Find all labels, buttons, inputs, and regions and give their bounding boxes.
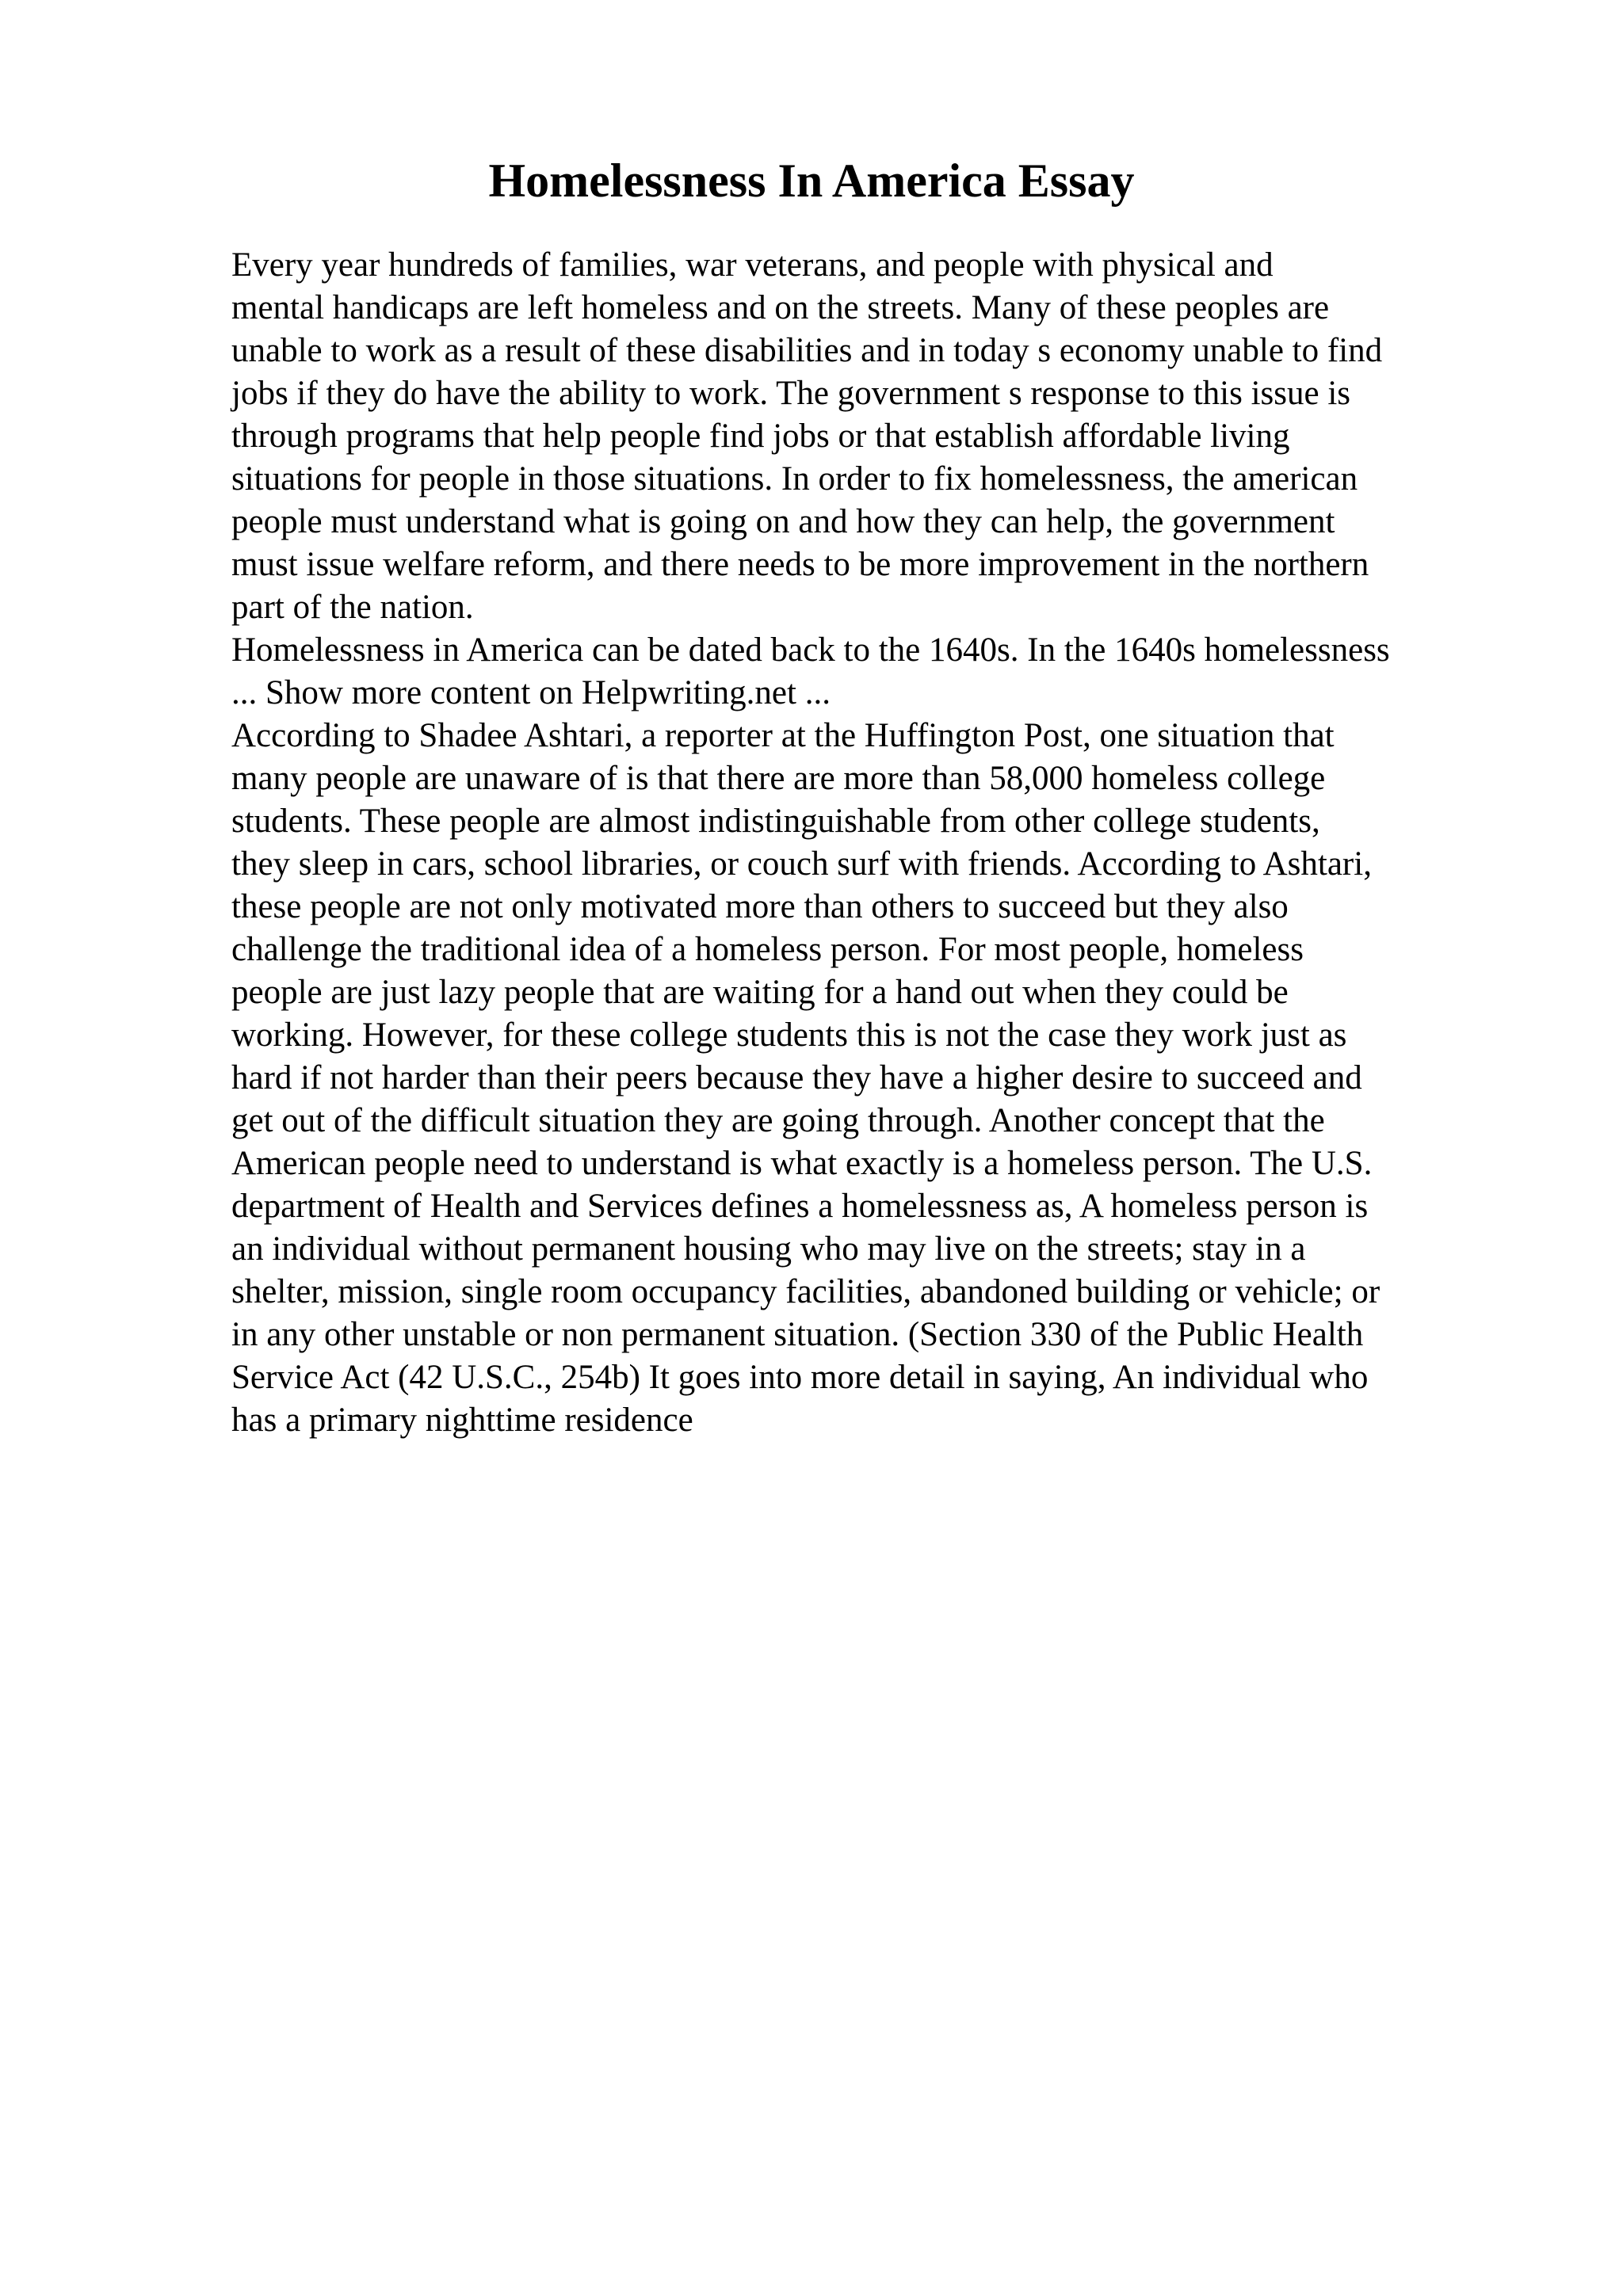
essay-body [231, 244, 1515, 1442]
text-line: part of the nation. [231, 589, 474, 626]
text-line: many people are unaware of is that there are more than 58,000 homeless college [231, 760, 1326, 797]
text-line: hard if not harder than their peers because they have a higher desire to succeed and [231, 1059, 1362, 1097]
text-line: in any other unstable or non permanent situation. (Section 330 of the Public Health [231, 1316, 1364, 1353]
text-line: jobs if they do have the ability to work. The government s response to this issue is [231, 375, 1351, 412]
text-line: working. However, for these college students this is not the case they work just as [231, 1016, 1347, 1054]
text-line: these people are not only motivated more than others to succeed but they also [231, 888, 1289, 925]
text-line: department of Health and Services defines a homelessness as, A homeless person is [231, 1188, 1369, 1225]
text-line: people must understand what is going on and how they can help, the government [231, 503, 1335, 540]
text-line: unable to work as a result of these disabilities and in today s economy unable to find [231, 332, 1383, 369]
text-line: Service Act (42 U.S.C., 254b) It goes into more detail in saying, An individual who [231, 1359, 1369, 1396]
text-line: Homelessness in America can be dated back to the 1640s. In the 1640s homelessness [231, 631, 1390, 669]
text-line: they sleep in cars, school libraries, or couch surf with friends. According to Ashtari, [231, 845, 1372, 883]
text-line: people are just lazy people that are waiting for a hand out when they could be [231, 974, 1289, 1011]
text-line: mental handicaps are left homeless and on the streets. Many of these peoples are [231, 289, 1330, 326]
show-more-link[interactable]: ... Show more content on Helpwriting.net ... [231, 674, 831, 711]
text-line: has a primary nighttime residence [231, 1402, 693, 1439]
text-line: shelter, mission, single room occupancy facilities, abandoned building or vehicle; or [231, 1273, 1381, 1310]
text-line: challenge the traditional idea of a homeless person. For most people, homeless [231, 931, 1304, 968]
text-line: students. These people are almost indistinguishable from other college students, [231, 803, 1320, 840]
text-line: through programs that help people find jobs or that establish affordable living [231, 418, 1290, 455]
document-title: Homelessness In America Essay [488, 154, 1135, 207]
text-line: American people need to understand is what exactly is a homeless person. The U.S. [231, 1145, 1373, 1182]
text-line: must issue welfare reform, and there needs to be more improvement in the northern [231, 546, 1369, 583]
text-line: Every year hundreds of families, war veterans, and people with physical and [231, 246, 1274, 284]
text-line: situations for people in those situations. In order to fix homelessness, the american [231, 460, 1358, 498]
text-line: According to Shadee Ashtari, a reporter at the Huffington Post, one situation that [231, 717, 1335, 754]
text-line: get out of the difficult situation they are going through. Another concept that the [231, 1102, 1325, 1139]
text-line: an individual without permanent housing who may live on the streets; stay in a [231, 1230, 1306, 1268]
